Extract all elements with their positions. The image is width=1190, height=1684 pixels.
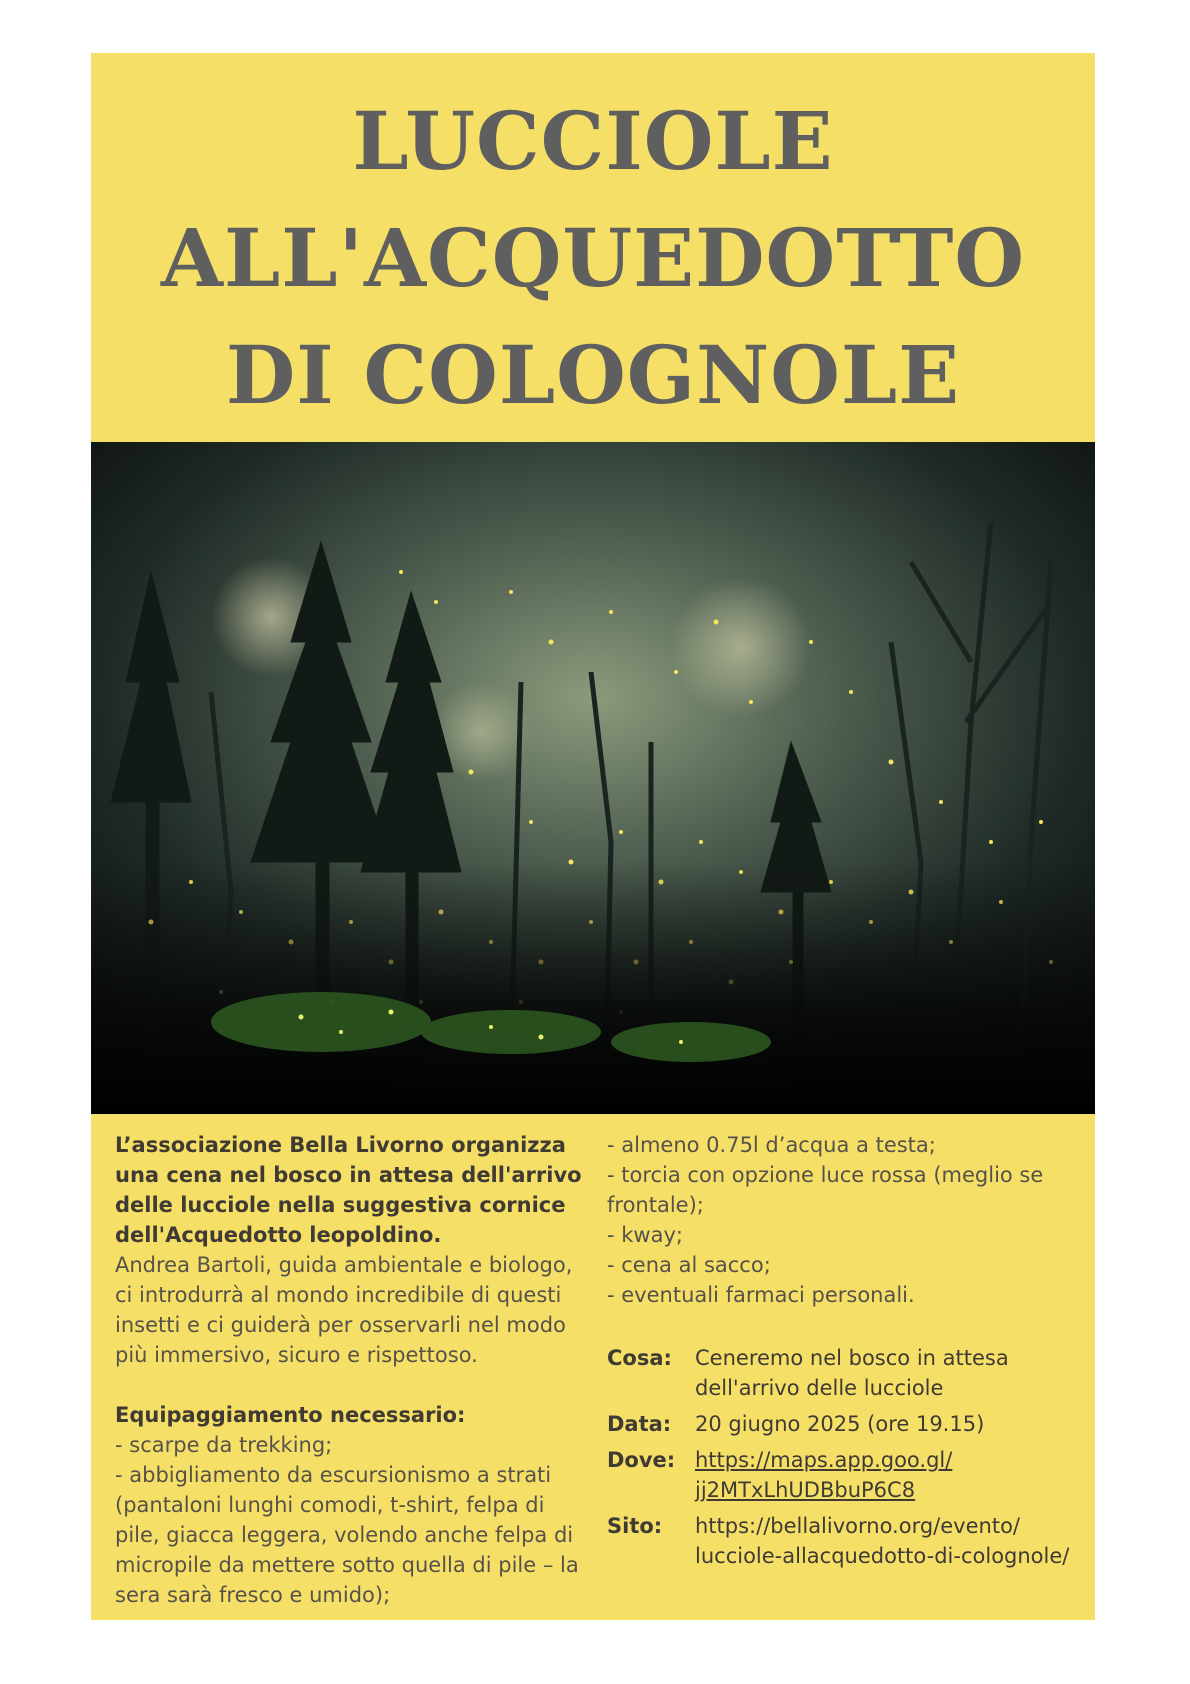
equipment-item: - eventuali farmaci personali. xyxy=(607,1283,915,1307)
title-line-1: LUCCIOLE xyxy=(352,94,834,188)
cosa-value: Ceneremo nel bosco in attesa dell'arrivo delle lucciole xyxy=(695,1346,1009,1400)
intro-text: Andrea Bartoli, guida ambientale e biologo, ci introdurrà al mondo incredibile di questi insetti e ci guiderà per osservarli nel modo più immersivo, sicuro e rispettoso. xyxy=(115,1253,573,1367)
poster-title xyxy=(91,83,1095,434)
firefly-forest-image xyxy=(91,442,1095,1114)
equipment-item: - almeno 0.75l d’acqua a testa; xyxy=(607,1133,936,1157)
info-row-data xyxy=(607,1409,1087,1439)
maps-link[interactable] xyxy=(695,1445,1087,1505)
website-url-line-2: lucciole-allacquedotto-di-colognole/ xyxy=(695,1544,1070,1568)
event-poster xyxy=(91,53,1095,1620)
cosa-label: Cosa: xyxy=(607,1346,672,1370)
forest-illustration xyxy=(91,442,1095,1114)
maps-link-line-1[interactable]: https://maps.app.goo.gl/ xyxy=(695,1448,953,1472)
equipment-item: - scarpe da trekking; xyxy=(115,1433,333,1457)
info-row-dove xyxy=(607,1445,1087,1505)
equipment-item: - kway; xyxy=(607,1223,683,1247)
data-value: 20 giugno 2025 (ore 19.15) xyxy=(695,1412,985,1436)
equipment-heading: Equipaggiamento necessario: xyxy=(115,1403,466,1427)
dove-label: Dove: xyxy=(607,1448,676,1472)
event-info xyxy=(607,1343,1087,1577)
intro-bold-text: L’associazione Bella Livorno organizza una cena nel bosco in attesa dell'arrivo delle lucciole nella suggestiva cornice dell'Acquedotto leopoldino. xyxy=(115,1133,582,1247)
title-line-3: DI COLOGNOLE xyxy=(225,328,961,422)
equipment-item: - torcia con opzione luce rossa (meglio se frontale); xyxy=(607,1163,1044,1217)
sito-label: Sito: xyxy=(607,1514,663,1538)
website-url-line-1: https://bellalivorno.org/evento/ xyxy=(695,1514,1020,1538)
description-column xyxy=(115,1130,585,1610)
info-row-sito xyxy=(607,1511,1087,1571)
info-row-cosa xyxy=(607,1343,1087,1403)
maps-link-line-2[interactable]: jj2MTxLhUDBbuP6C8 xyxy=(695,1478,916,1502)
website-url xyxy=(695,1511,1087,1571)
equipment-item: - cena al sacco; xyxy=(607,1253,771,1277)
equipment-column xyxy=(607,1130,1077,1310)
equipment-item: - abbigliamento da escursionismo a strati (pantaloni lunghi comodi, t-shirt, felpa di pile, giacca leggera, volendo anche felpa di micropile da mettere sotto quella di pile – la sera sarà fresco e umido); xyxy=(115,1463,579,1607)
data-label: Data: xyxy=(607,1412,672,1436)
title-line-2: ALL'ACQUEDOTTO xyxy=(160,211,1026,305)
